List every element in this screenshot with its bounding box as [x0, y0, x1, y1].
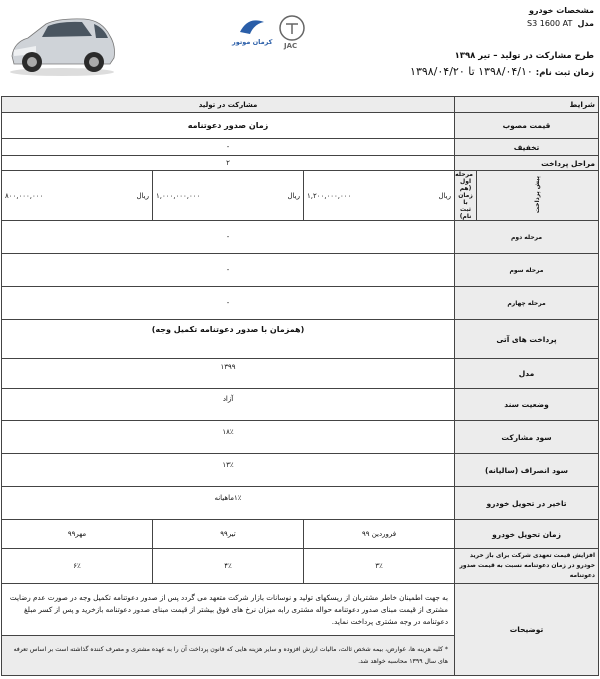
- row-conditions: [2, 97, 599, 113]
- model-value: S3 1600 AT: [527, 19, 573, 28]
- row-delivery: [2, 520, 599, 549]
- note-2: * کلیه هزینه ها، عوارض، بیمه شخص ثالث، مالیات ارزش افزوده و سایر هزینه هایی که قانون پرداخت آن را به عهده مشتری و مصرف کننده گذاشته است بر اساس تعرفه های سال ۱۳۹۹ محاسبه خواهد شد.: [2, 636, 455, 676]
- price-option-3: ریال ۸۰۰,۰۰۰,۰۰۰: [2, 171, 153, 221]
- stage4-value: -: [2, 287, 455, 320]
- row-stage3: [2, 254, 599, 287]
- row-cancel: [2, 454, 599, 487]
- delivery-2: تیر۹۹: [153, 520, 304, 549]
- row-delay: [2, 487, 599, 520]
- increase-2: ۴٪: [153, 549, 304, 584]
- plan-block: [410, 48, 594, 81]
- approved-price-value: زمان صدور دعوتنامه: [2, 113, 455, 139]
- note-1: به جهت اطمینان خاطر مشتریان از ریسکهای تولید و نوسانات بازار شرکت متعهد می گردد پس از صدور دعوتنامه تکمیل وجه در صورت عدم رضایت مشتری از قیمت مبنای صدور دعوتنامه حواله مشتری رابه میزان نرخ های فوق بیشتر از قیمت مبنای صدور دعوتنامه بازخرید و پس از کسر مبلغ دعوتنامه در وجه مشتری پرداخت نماید.: [2, 584, 455, 636]
- row-increase: [2, 549, 599, 584]
- profit-value: ۱۸٪: [2, 421, 455, 454]
- price-option-1: ریال ۱,۲۰۰,۰۰۰,۰۰۰: [304, 171, 455, 221]
- row-doc: [2, 389, 599, 421]
- profit-label: سود مشارکت: [455, 421, 599, 454]
- model-value-cell: ۱۳۹۹: [2, 359, 455, 389]
- row-profit: [2, 421, 599, 454]
- discount-label: تخفیف: [455, 139, 599, 156]
- row-stage1: [2, 171, 599, 221]
- discount-value: -: [2, 139, 455, 156]
- row-model: [2, 359, 599, 389]
- conditions-value: مشارکت در تولید: [2, 97, 455, 113]
- stage2-label: مرحله دوم: [455, 221, 599, 254]
- delivery-label: زمان تحویل خودرو: [455, 520, 599, 549]
- header: [0, 0, 600, 93]
- stage1-label: مرحله اول (هم زمان با ثبت نام): [455, 171, 477, 221]
- brand-left: JAC: [284, 42, 298, 50]
- row-discount: [2, 139, 599, 156]
- notes-label: توضیحات: [455, 584, 599, 676]
- row-approved-price: [2, 113, 599, 139]
- future-label: پرداخت های آتی: [455, 320, 599, 359]
- doc-value: آزاد: [2, 389, 455, 421]
- cancel-label: سود انصراف (سالیانه): [455, 454, 599, 487]
- brand-right: کرمان موتور: [232, 38, 273, 46]
- spec-title: مشخصات خودرو: [528, 6, 594, 15]
- row-stage2: [2, 221, 599, 254]
- brand-logos: [232, 12, 312, 52]
- stage3-value: -: [2, 254, 455, 287]
- increase-3: ۶٪: [2, 549, 153, 584]
- delivery-1: فروردین ۹۹: [304, 520, 455, 549]
- stage2-value: -: [2, 221, 455, 254]
- row-stages: [2, 156, 599, 171]
- reg-label: زمان ثبت نام:: [535, 68, 594, 78]
- row-notes-1: [2, 584, 599, 636]
- kerman-motor-logo-icon: [240, 20, 264, 34]
- stages-value: ۲: [2, 156, 455, 171]
- stage4-label: مرحله چهارم: [455, 287, 599, 320]
- model-label-cell: مدل: [455, 359, 599, 389]
- spec-block: [527, 4, 594, 30]
- plan-title: طرح مشارکت در تولید – تیر ۱۳۹۸: [454, 51, 594, 61]
- delivery-3: مهر۹۹: [2, 520, 153, 549]
- approved-price-label: قیمت مصوب: [455, 113, 599, 139]
- model-label: مدل: [577, 19, 594, 28]
- delay-label: تاخیر در تحویل خودرو: [455, 487, 599, 520]
- row-stage4: [2, 287, 599, 320]
- conditions-table: [1, 96, 599, 676]
- reg-value: ۱۳۹۸/۰۴/۱۰ تا ۱۳۹۸/۰۴/۲۰: [410, 65, 533, 78]
- stage3-label: مرحله سوم: [455, 254, 599, 287]
- delay-value: ۱٪ماهیانه: [2, 487, 455, 520]
- stages-label: مراحل پرداخت: [455, 156, 599, 171]
- row-future: [2, 320, 599, 359]
- doc-label: وضعیت سند: [455, 389, 599, 421]
- increase-1: ۳٪: [304, 549, 455, 584]
- car-image: [6, 6, 118, 78]
- price-option-2: ریال ۱,۰۰۰,۰۰۰,۰۰۰: [153, 171, 304, 221]
- future-value: (همزمان با صدور دعوتنامه تکمیل وجه): [2, 320, 455, 359]
- conditions-label: شرایط: [455, 97, 599, 113]
- prepay-label: پیش پرداخت: [477, 171, 599, 221]
- increase-label: افزایش قیمت تعهدی شرکت برای باز خرید خودرو در زمان دعوتنامه نسبت به قیمت صدور دعوتنامه: [455, 549, 599, 584]
- cancel-value: ۱۳٪: [2, 454, 455, 487]
